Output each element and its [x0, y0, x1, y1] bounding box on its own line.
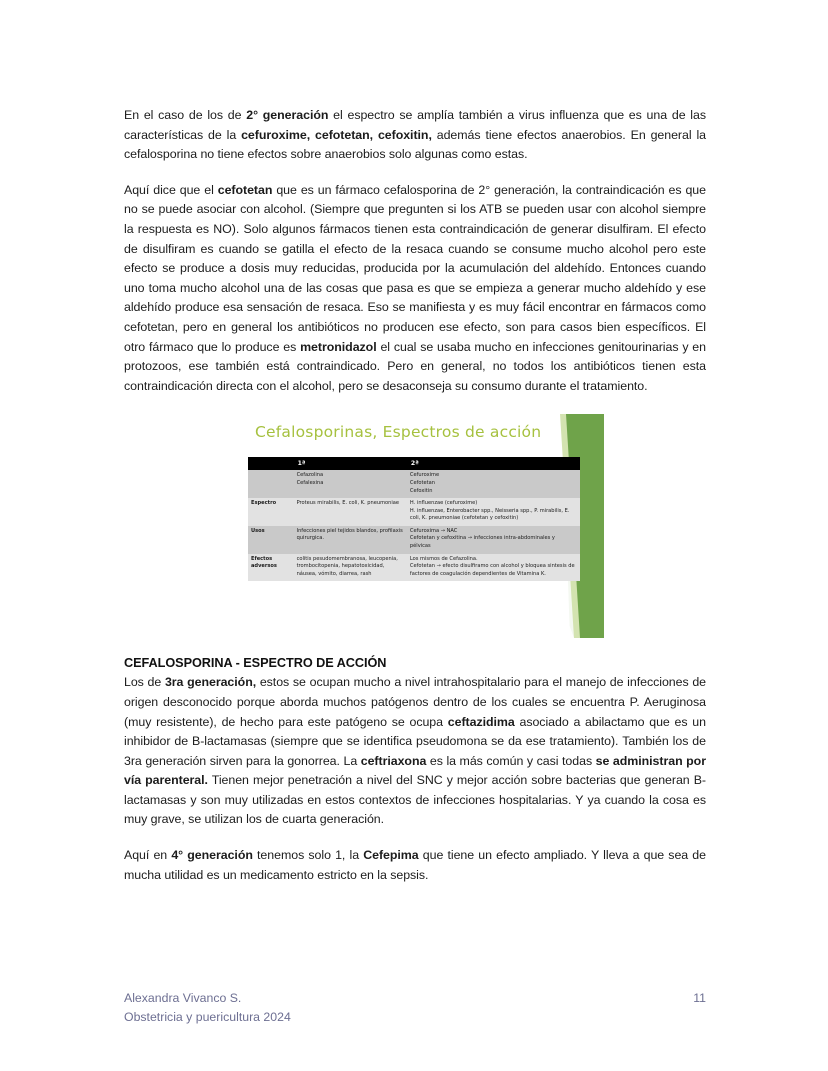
- paragraph-3: Los de 3ra generación, estos se ocupan mucho a nivel intrahospitalario para el manejo de infecciones de origen desconocido porque aborda muchos patógenos dentro de los cuales se encuentra P. Aeruginosa (muy resistente), de hecho para este patógeno se ocupa ceftazidima asociado a abilactamo que es un inhibidor de B-lactamasas (siempre que se identifica pseudomona se da ese tratamiento). También los de 3ra generación sirven para la gonorrea. La ceftriaxona es la más común y casi todas se administran por vía parenteral. Tienen mejor penetración a nivel del SNC y mejor acción sobre bacterias que generan B-lactamasas y son muy utilizadas en estos contextos de infecciones hospitalarias. Y ya cuando la cosa es muy grave, se utilizan los de cuarta generación.: [124, 675, 707, 827]
- table-header-row: [248, 457, 580, 470]
- row-label: Espectro: [248, 498, 294, 526]
- row-gen2: H. influenzae (cefuroxime) H. influenzae, Enterobacter spp., Neisseria spp., P. mirabilis, E. coli, K. pneumoniae (cefotetan y cefoxitin): [407, 498, 580, 526]
- spectra-table-body: [248, 457, 580, 581]
- row-gen1: Proteus mirabilis, E. coli, K. pneumoniae: [294, 498, 407, 526]
- document-content: [124, 106, 706, 885]
- slide-image: [228, 414, 604, 638]
- row-label: [248, 470, 294, 498]
- table-row: [248, 498, 580, 526]
- table-row: [248, 526, 580, 554]
- row-gen2: Cefuroxima → NAC Cefotetan y cefoxitina → infecciones intra-abdominales y pélvicas: [407, 526, 580, 554]
- row-gen1: Cefazolina Cefalexina: [294, 470, 407, 498]
- section-heading: CEFALOSPORINA - ESPECTRO DE ACCIÓN: [124, 656, 387, 671]
- row-gen2: Cefuroxime Cefotetan Cefoxitin: [407, 470, 580, 498]
- figure-cefalosporinas-espectros: [124, 414, 706, 638]
- spectra-table: [248, 457, 580, 581]
- row-gen2: Los mismos de Cefazolina. Cefotetan → efecto disulfiramo con alcohol y bloquea sintesis de factores de coagulación dependientes de Vitamina K.: [407, 554, 580, 582]
- row-gen1: colitis pesudomembranosa, leucopenia, trombocitopenia, hepatotoxicidad, náusea, vómito, diarrea, rash: [294, 554, 407, 582]
- paragraph-2: Aquí dice que el cefotetan que es un fármaco cefalosporina de 2° generación, la contraindicación es que no se puede asociar con alcohol. (Siempre que pregunten si los ATB se pueden usar con alcohol siempre la respuesta es NO). Solo algunos fármacos tienen esta contraindicación de generar disulfiram. El efecto de disulfiram es cuando se gatilla el efecto de la resaca cuando se consume mucho alcohol pero este efecto se produce a dosis muy reducidas, producida por la acumulación del aldehído. Entonces cuando uno toma mucho alcohol una de las cosas que pasa es que se empieza a generar mucho aldehído y ese aldehído produce esa sensación de resaca. Eso se manifiesta y es muy fácil encontrar en fármacos como cefotetan, pero en general los antibióticos no producen ese efecto, son para casos bien específicos. El otro fármaco que lo produce es metronidazol el cual se usaba mucho en infecciones genitourinarias y en protozoos, ese también está contraindicado. Pero en general, no todos los antibióticos tienen esta contraindicación directa con el alcohol, pero se desaconseja su consumo durante el tratamiento.: [124, 182, 706, 393]
- page-footer: [124, 989, 706, 1027]
- header-cell-gen1: 1ª: [294, 457, 407, 470]
- row-label: Efectos adversos: [248, 554, 294, 582]
- footer-left: [124, 989, 291, 1027]
- paragraph-4: Aquí en 4° generación tenemos solo 1, la Cefepima que tiene un efecto ampliado. Y lleva a que sea de mucha utilidad es un medicamento estricto en la sepsis.: [124, 848, 706, 882]
- header-cell-blank: [248, 457, 294, 470]
- paragraph-1: En el caso de los de 2° generación el espectro se amplía también a virus influenza que es una de las características de la cefuroxime, cefotetan, cefoxitin, además tiene efectos anaerobios. En general la cefalosporina no tiene efectos sobre anaerobios solo algunas como estas.: [124, 108, 707, 162]
- table-row: [248, 470, 580, 498]
- table-row: [248, 554, 580, 582]
- footer-author: Alexandra Vivanco S.: [124, 991, 242, 1005]
- header-cell-gen2: 2ª: [407, 457, 580, 470]
- row-label: Usos: [248, 526, 294, 554]
- slide-title: Cefalosporinas, Espectros de acción: [255, 423, 542, 442]
- footer-course: Obstetricia y puericultura 2024: [124, 1010, 291, 1024]
- footer-page-number: 11: [693, 991, 706, 1005]
- row-gen1: Infecciones piel tejidos blandos, profilaxis quirurgica.: [294, 526, 407, 554]
